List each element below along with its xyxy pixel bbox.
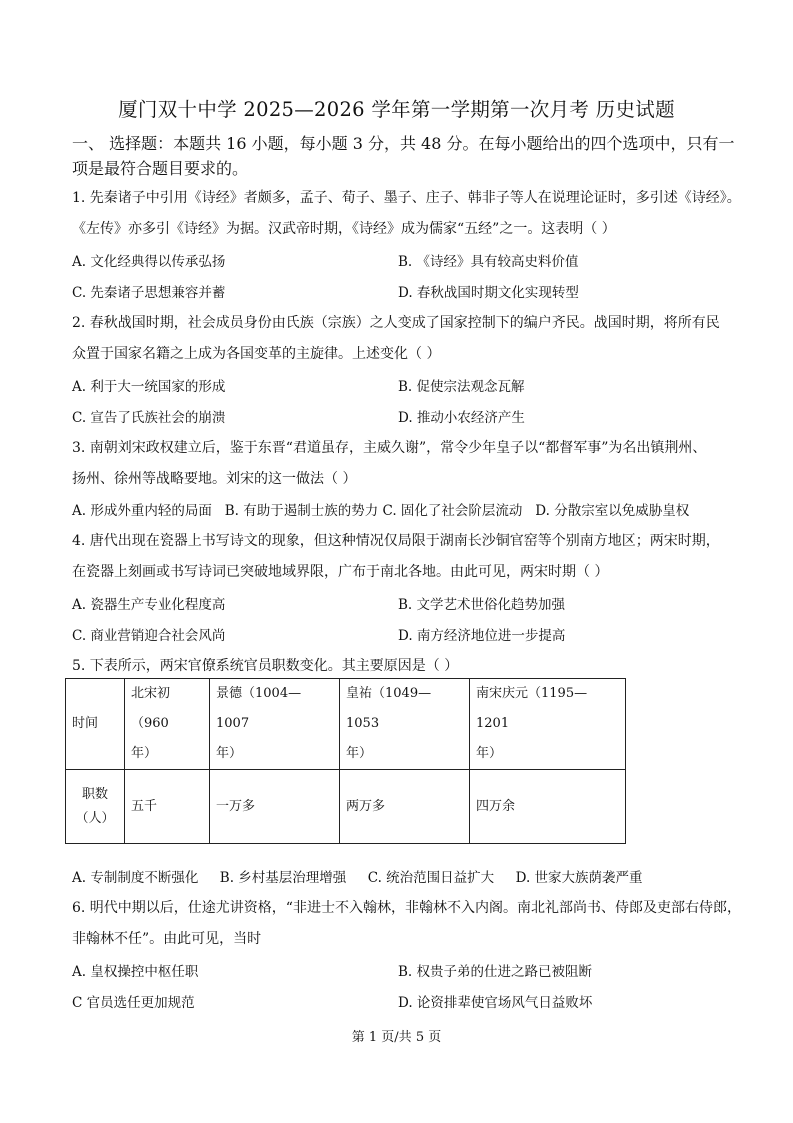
q3-options: A. 形成外重内轻的局面 B. 有助于遏制士族的势力 C. 固化了社会阶层流动 D. 分散宗室以免威胁皇权 (72, 503, 690, 519)
q5-options: A. 专制制度不断强化 B. 乡村基层治理增强 C. 统治范围日益扩大 D. 世家大族荫袭严重 (72, 870, 643, 886)
table-cell: 五千 (125, 770, 210, 844)
q2-stem-line2: 众置于国家名籍之上成为各国变革的主旋律。上述变化（ ） (72, 346, 441, 362)
table-header-cell (470, 679, 626, 770)
q4-option-b: B. 文学艺术世俗化趋势加强 (398, 597, 566, 613)
table-cell: 四万余 (470, 770, 626, 844)
q4-stem-line2: 在瓷器上刻画或书写诗词已突破地域界限，广布于南北各地。由此可见，两宋时期（ ） (72, 564, 609, 580)
q3-stem-line1: 3. 南朝刘宋政权建立后，鉴于东晋“君道虽存，主威久谢”，常令少年皇子以“都督军事”为名出镇荆州、 (72, 440, 707, 456)
page-title: 厦门双十中学 2025—2026 学年第一学期第一次月考 历史试题 (118, 98, 675, 121)
q6-option-c: C 官员选任更加规范 (72, 995, 195, 1011)
officials-table (65, 678, 626, 844)
row-label-line: （人） (75, 810, 115, 826)
section-heading-line2: 项是最符合题目要求的。 (72, 159, 249, 178)
q1-option-b: B. 《诗经》具有较高史料价值 (398, 254, 579, 270)
row-label-line: 职数 (81, 786, 108, 802)
table-header-cell (340, 679, 470, 770)
header-cell-line: 年） (476, 746, 503, 761)
table-row (66, 770, 626, 844)
table-header-cell (125, 679, 210, 770)
header-cell-line: 年） (346, 746, 373, 761)
table-cell: 两万多 (340, 770, 470, 844)
q6-option-d: D. 论资排辈使官场风气日益败坏 (398, 995, 593, 1011)
q3-stem-line2: 扬州、徐州等战略要地。刘宋的这一做法（ ） (72, 471, 357, 487)
section-heading-line1: 一、 选择题：本题共 16 小题，每小题 3 分，共 48 分。在每小题给出的四个选项中，只有一 (72, 134, 735, 153)
header-cell-line: 皇祐（1049—1053 (346, 686, 432, 731)
q6-option-a: A. 皇权操控中枢任职 (72, 964, 199, 980)
table-header-cell (210, 679, 340, 770)
table-cell: 一万多 (210, 770, 340, 844)
q4-option-a: A. 瓷器生产专业化程度高 (72, 597, 226, 613)
q1-stem-line1: 1. 先秦诸子中引用《诗经》者颇多，孟子、荀子、墨子、庄子、韩非子等人在说理论证时，多引述《诗经》。 (72, 190, 741, 206)
q4-option-c: C. 商业营销迎合社会风尚 (72, 628, 226, 644)
q2-option-b: B. 促使宗法观念瓦解 (398, 379, 525, 395)
q5-stem: 5. 下表所示，两宋官僚系统官员职数变化。其主要原因是（ ） (72, 658, 459, 674)
table-row-label (66, 770, 125, 844)
q1-option-d: D. 春秋战国时期文化实现转型 (398, 285, 579, 301)
q2-stem-line1: 2. 春秋战国时期，社会成员身份由氏族（宗族）之人变成了国家控制下的编户齐民。战国时期，将所有民 (72, 315, 720, 331)
page-footer: 第 1 页/共 5 页 (351, 1030, 442, 1045)
q6-stem-line1: 6. 明代中期以后，仕途尤讲资格，“非进士不入翰林，非翰林不入内阁。南北礼部尚书、侍郎及吏部右侍郎， (72, 900, 741, 916)
header-cell-line: 北宋初（960 (131, 686, 171, 731)
q1-stem-line2: 《左传》亦多引《诗经》为据。汉武帝时期，《诗经》成为儒家“五经”之一。这表明（ ） (72, 221, 616, 237)
header-cell-line: 南宋庆元（1195—1201 (476, 686, 588, 731)
q4-stem-line1: 4. 唐代出现在瓷器上书写诗文的现象，但这种情况仅局限于湖南长沙铜官窑等个别南方地区；两宋时期， (72, 533, 720, 549)
q6-stem-line2: 非翰林不任”。由此可见，当时 (72, 931, 262, 947)
table-header-row (66, 679, 626, 770)
q1-option-c: C. 先秦诸子思想兼容并蓄 (72, 285, 226, 301)
table-header-label: 时间 (66, 679, 125, 770)
q1-option-a: A. 文化经典得以传承弘扬 (72, 254, 226, 270)
q6-option-b: B. 权贵子弟的仕进之路已被阻断 (398, 964, 593, 980)
header-cell-line: 景德（1004—1007 (216, 686, 302, 731)
q2-option-c: C. 宣告了氏族社会的崩溃 (72, 410, 226, 426)
header-cell-line: 年） (131, 746, 158, 761)
q2-option-a: A. 利于大一统国家的形成 (72, 379, 226, 395)
q4-option-d: D. 南方经济地位进一步提高 (398, 628, 566, 644)
q2-option-d: D. 推动小农经济产生 (398, 410, 525, 426)
header-cell-line: 年） (216, 746, 243, 761)
